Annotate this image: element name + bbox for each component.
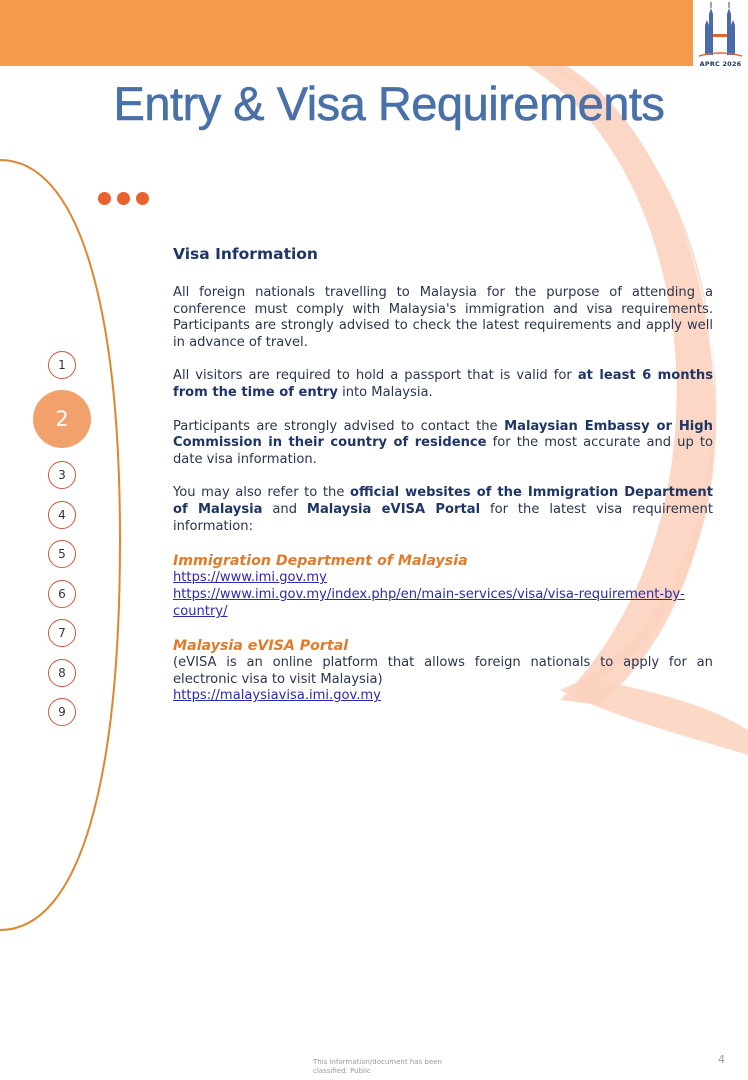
nav-item-4[interactable]: 4 — [48, 501, 76, 529]
nav-item-3[interactable]: 3 — [48, 461, 76, 489]
text-run: You may also refer to the — [173, 485, 350, 501]
main-content — [173, 246, 713, 721]
header-band — [0, 0, 693, 66]
section-heading: Visa Information — [173, 245, 318, 263]
bold-text: Malaysian Embassy or High Commission in their country of residence — [173, 418, 713, 451]
nav-item-5[interactable]: 5 — [48, 540, 76, 568]
nav-item-2-active[interactable]: 2 — [33, 390, 91, 448]
text-run: for the latest visa requirement information: — [173, 502, 713, 535]
page-title: Entry & Visa Requirements — [113, 77, 665, 130]
immigration-block — [173, 552, 713, 620]
immigration-link-visa[interactable]: https://www.imi.gov.my/index.php/en/main-services/visa/visa-requirement-by-country/ — [173, 587, 685, 619]
text-run: and — [262, 502, 307, 518]
page-number: 4 — [718, 1053, 725, 1066]
bold-text: official websites of the Immigration Department of Malaysia — [173, 485, 713, 518]
conference-logo — [693, 0, 748, 76]
dot-icon — [117, 192, 130, 205]
evisa-description: (eVISA is an online platform that allows foreign nationals to apply for an electronic visa to visit Malaysia) — [173, 654, 713, 687]
nav-item-1[interactable]: 1 — [48, 351, 76, 379]
nav-item-8[interactable]: 8 — [48, 659, 76, 687]
evisa-link[interactable]: https://malaysiavisa.imi.gov.my — [173, 688, 381, 704]
websites-paragraph — [173, 485, 713, 535]
nav-item-6[interactable]: 6 — [48, 580, 76, 608]
bold-text: at least 6 months from the time of entry — [173, 368, 713, 401]
immigration-title: Immigration Department of Malaysia — [173, 553, 468, 570]
embassy-paragraph — [173, 419, 713, 469]
evisa-block — [173, 637, 713, 705]
immigration-link-home[interactable]: https://www.imi.gov.my — [173, 570, 327, 586]
classification-note: This information/document has been classified: Public — [313, 1058, 442, 1075]
intro-paragraph: All foreign nationals travelling to Malaysia for the purpose of attending a conference must comply with Malaysia's immigration and visa requirements. Participants are strongly advised to check the latest requirements and apply well in advance of travel. — [173, 284, 713, 351]
bold-text: Malaysia eVISA Portal — [306, 502, 481, 518]
logo-text: APRC 2026 — [699, 60, 742, 68]
nav-item-9[interactable]: 9 — [48, 698, 76, 726]
text-run: Participants are strongly advised to contact the — [173, 418, 505, 434]
dot-icon — [98, 192, 111, 205]
passport-paragraph — [173, 368, 713, 402]
text-run: into Malaysia. — [337, 385, 433, 401]
text-run: for the most accurate and up to date visa information. — [173, 435, 714, 468]
evisa-title: Malaysia eVISA Portal — [173, 637, 349, 654]
dot-icon — [136, 192, 149, 205]
twin-towers-icon — [693, 0, 748, 60]
text-run: All visitors are required to hold a passport that is valid for — [173, 368, 578, 384]
nav-item-7[interactable]: 7 — [48, 619, 76, 647]
decorative-dots — [98, 190, 155, 209]
